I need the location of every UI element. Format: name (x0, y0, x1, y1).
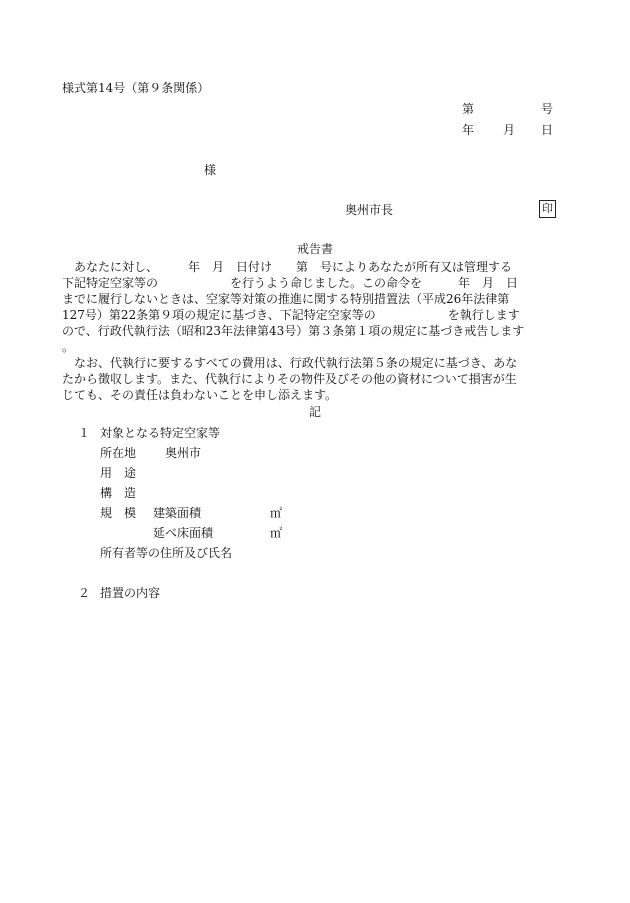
ki-mark: 記 (309, 405, 322, 419)
body-line: あなたに対し、 年 月 日付け 第 号によりあなたが所有又は管理する (62, 260, 513, 274)
section-2-title: 措置の内容 (100, 586, 161, 600)
body-line: までに履行しないときは、空家等対策の推進に関する特別措置法（平成26年法律第 (62, 292, 510, 306)
structure-label: 構 造 (100, 486, 137, 500)
body-line: 127号）第22条第９項の規定に基づき、下記特定空家等の を執行します (62, 308, 520, 322)
body-line: なお、代執行に要するすべての費用は、行政代執行法第５条の規定に基づき、あな (62, 356, 518, 370)
owner-label: 所有者等の住所及び氏名 (100, 546, 233, 560)
section-1-number: １ (78, 426, 91, 440)
body-line: 下記特定空家等の を行うよう命じました。この命令を 年 月 日 (62, 276, 519, 290)
form-header: 様式第14号（第９条関係） (62, 81, 210, 95)
building-area-label: 建築面積 (153, 506, 202, 520)
body-paragraph-1 (62, 259, 568, 355)
seal-mark: 印 (539, 200, 556, 218)
date-day: 日 (541, 123, 554, 137)
doc-number-suffix: 号 (541, 102, 554, 116)
doc-number-prefix: 第 (462, 102, 475, 116)
body-line: ので、行政代執行法（昭和23年法律第43号）第３条第１項の規定に基づき戒告します (62, 324, 525, 338)
floor-area-label: 延べ床面積 (153, 526, 214, 540)
body-line: たから徴収します。また、代執行によりその物件及びその他の資材について損害が生 (62, 372, 517, 386)
date-year: 年 (462, 123, 475, 137)
date-month: 月 (503, 123, 516, 137)
building-area-unit: ㎡ (270, 506, 283, 520)
section-1-title: 対象となる特定空家等 (100, 426, 221, 440)
location-value: 奥州市 (165, 446, 202, 460)
body-line: 。 (62, 340, 75, 354)
section-2-number: ２ (78, 586, 91, 600)
document-title: 戒告書 (297, 242, 334, 256)
location-label: 所在地 (100, 446, 137, 460)
issuer: 奥州市長 (345, 203, 394, 217)
floor-area-unit: ㎡ (270, 526, 283, 540)
use-label: 用 途 (100, 466, 137, 480)
body-paragraph-2 (62, 355, 568, 403)
scale-label: 規 模 (100, 506, 137, 520)
addressee-honorific: 様 (204, 163, 217, 177)
body-line: じても、その責任は負わないことを申し添えます。 (62, 388, 338, 402)
